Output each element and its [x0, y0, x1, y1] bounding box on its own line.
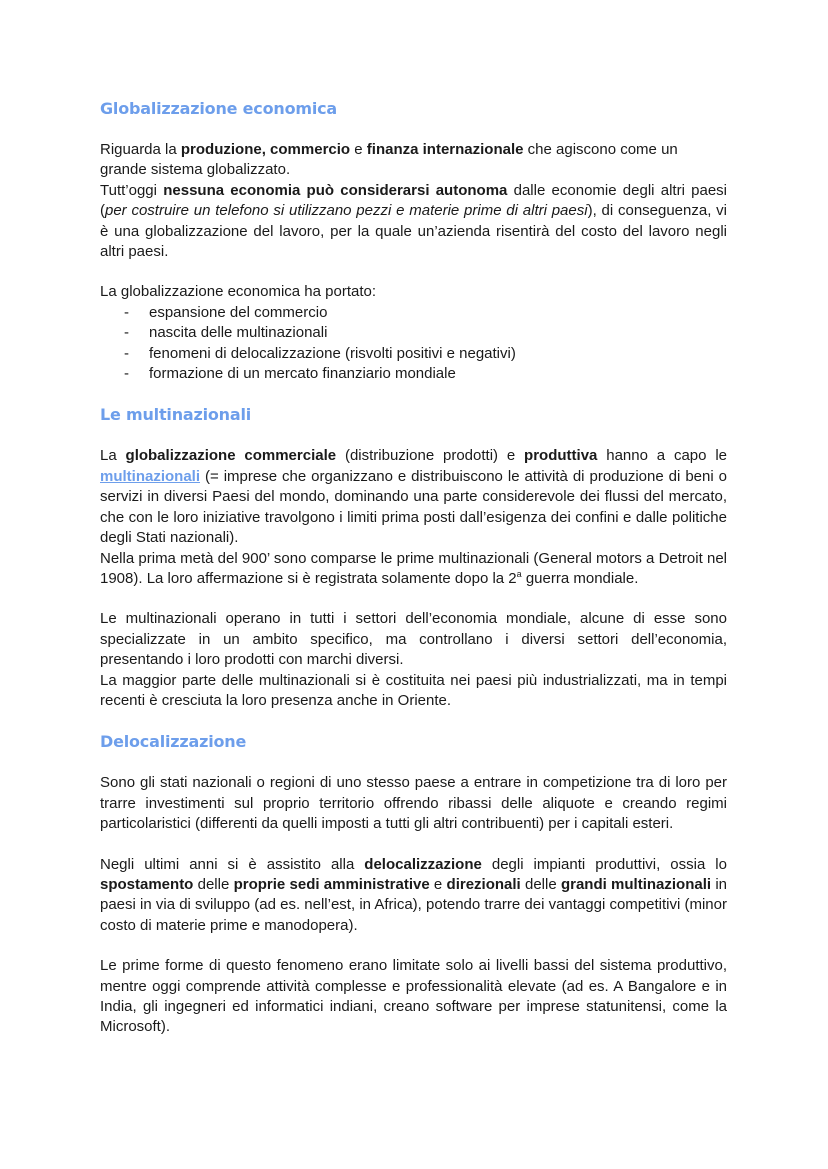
paragraph-prime-multinazionali: Nella prima metà del 900’ sono comparse le prime multinazionali (General motors a Detroit nel 1908). La loro affermazione si è registrata solamente dopo la 2$^a$ guerra mondiale.	[100, 549, 727, 587]
paragraph-settori: Le multinazionali operano in tutti i settori dell’economia mondiale, alcune di esse sono specializzate in un ambito specifico, ma controllano i diversi settori dell’economia, presentando i loro prodotti con marchi diversi.	[100, 610, 727, 669]
dash-bullet: -	[124, 303, 129, 321]
paragraph-paesi-industrializzati: La maggior parte delle multinazionali si è costituita nei paesi più industrializzati, ma in tempi recenti è cresciuta la loro presenza anche in Oriente.	[100, 671, 727, 709]
bold-term: finanza internazionale	[366, 141, 524, 158]
document-page	[100, 96, 727, 1038]
bold-term: produttiva	[524, 447, 598, 465]
bold-term: spostamento	[100, 875, 194, 893]
paragraph-delocalizzazione-impianti: Negli ultimi anni si è assistito alla delocalizzazione degli impianti produttivi, ossia lo spostamento delle proprie sedi amministrative e direzionali delle grandi multinazionali in paesi in via di sviluppo (ad es. nell’est, in Africa), potendo trarre dei vantaggi competitivi (minor costo di materie prime e manodopera).	[100, 855, 727, 934]
heading-globalizzazione-economica: Globalizzazione economica	[100, 99, 338, 118]
italic-example: per costruire un telefono si utilizzano pezzi e materie prime di altri paesi	[105, 202, 588, 220]
dash-bullet: -	[124, 365, 129, 383]
bold-term: direzionali	[446, 875, 521, 893]
bold-term: grandi multinazionali	[560, 875, 712, 893]
paragraph-economia-autonoma: Tutt’oggi nessuna economia può considerarsi autonoma dalle economie degli altri paesi (per costruire un telefono si utilizzano pezzi e materie prime di altri paesi), di conseguenza, vi è una globalizzazione del lavoro, per la quale un’azienda risentirà del costo del lavoro negli altri paesi.	[100, 181, 727, 261]
list-item: - espansione del commercio	[100, 303, 727, 323]
bold-term: proprie sedi amministrative	[233, 875, 430, 893]
bold-term: delocalizzazione	[364, 855, 482, 873]
heading-le-multinazionali: Le multinazionali	[100, 405, 252, 425]
effects-list	[100, 303, 727, 385]
paragraph-multinazionali-definition: La globalizzazione commerciale (distribuzione prodotti) e produttiva hanno a capo le multinazionali (= imprese che organizzano e distribuiscono le attività di produzione di beni o servizi in diversi Paesi del mondo, dominando una parte considerevole dei flussi del mercato, che con le loro iniziative travolgono i limiti prima posti dall’esigenza dei confini e dalle politiche degli Stati nazionali).	[100, 447, 727, 547]
bold-term: nessuna economia può considerarsi autonoma	[163, 181, 508, 199]
paragraph-globalizzazione-definition: Riguarda la produzione, commercio e finanza internazionale che agiscono come un grande sistema globalizzato.	[100, 141, 678, 179]
list-item: - formazione di un mercato finanziario mondiale	[100, 364, 727, 384]
heading-delocalizzazione: Delocalizzazione	[100, 732, 247, 752]
paragraph-stati-nazionali: Sono gli stati nazionali o regioni di uno stesso paese a entrare in competizione tra di loro per trarre investimenti sul proprio territorio offrendo ribassi delle aliquote e creando regimi particolaristici (differenti da quelli imposti a tutti gli altri contribuenti) per i capitali esteri.	[100, 774, 727, 833]
dash-bullet: -	[124, 324, 129, 342]
bold-term: produzione, commercio	[180, 141, 351, 158]
paragraph-prime-forme: Le prime forme di questo fenomeno erano limitate solo ai livelli bassi del sistema produttivo, mentre oggi comprende attività complesse e professionalità elevate (ad es. A Bangalore e in India, gli ingegneri ed informatici indiani, creano software per imprese statunitensi, come la Microsoft).	[100, 957, 727, 1036]
dash-bullet: -	[124, 344, 129, 362]
multinazionali-link[interactable]: multinazionali	[100, 467, 201, 485]
list-intro: La globalizzazione economica ha portato:	[100, 283, 377, 301]
list-item: - fenomeni di delocalizzazione (risvolti positivi e negativi)	[100, 344, 727, 364]
bold-term: globalizzazione commerciale	[125, 447, 337, 465]
list-item: - nascita delle multinazionali	[100, 323, 727, 343]
